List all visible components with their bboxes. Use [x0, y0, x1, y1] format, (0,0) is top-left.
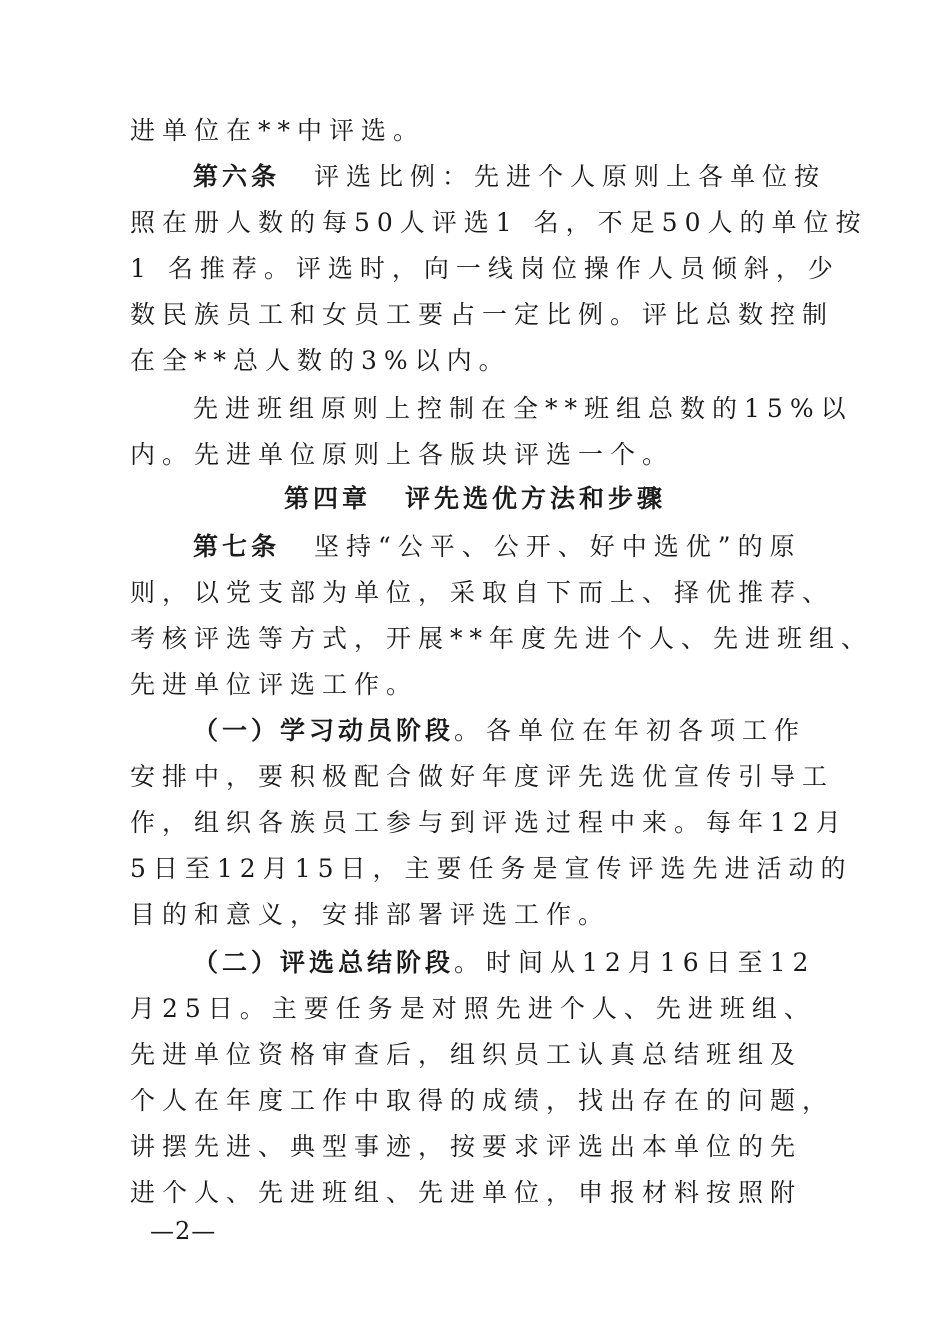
text-line: 先进单位资格审查后，组织员工认真总结班组及: [130, 1040, 803, 1069]
stage-2-line: [193, 946, 815, 980]
chapter-title: 评先选优方法和步骤: [405, 484, 667, 513]
article-7-label: 第七条: [193, 532, 281, 561]
text-line: 目的和意义，安排部署评选工作。: [130, 900, 611, 929]
text-line: 先进单位评选工作。: [130, 670, 419, 699]
article-6-label: 第六条: [193, 162, 281, 191]
chapter-number: 第四章: [283, 484, 371, 513]
text-line: 月25日。主要任务是对照先进个人、先进班组、: [130, 994, 816, 1023]
text-line: 讲摆先进、典型事迹，按要求评选出本单位的先: [130, 1132, 803, 1161]
text-line: 在全**总人数的3%以内。: [130, 346, 511, 375]
stage-1-title: （一）学习动员阶段: [193, 716, 455, 745]
text-span: 。时间从12月16日至12: [454, 948, 816, 977]
text-line: 内。先进单位原则上各版块评选一个。: [130, 440, 675, 469]
text-span: 。各单位在年初各项工作: [454, 716, 807, 745]
stage-1-line: [193, 714, 806, 748]
text-span: 评选比例：先进个人原则上各单位按: [314, 162, 827, 191]
text-line: 考核评选等方式，开展**年度先进个人、先进班组、: [130, 624, 874, 653]
stage-2-title: （二）评选总结阶段: [193, 948, 455, 977]
text-line: 则，以党支部为单位，采取自下而上、择优推荐、: [130, 578, 835, 607]
page-number: —2—: [150, 1217, 217, 1245]
text-line: 数民族员工和女员工要占一定比例。评比总数控制: [130, 300, 835, 329]
text-line: 进单位在**中评选。: [130, 116, 426, 145]
article-6-line: [193, 160, 826, 194]
text-line: 1 名推荐。评选时，向一线岗位操作人员倾斜，少: [130, 254, 840, 283]
text-span: 坚持“公平、公开、好中选优”的原: [314, 532, 802, 561]
text-line: 作，组织各族员工参与到评选过程中来。每年12月: [130, 808, 848, 837]
text-line: 照在册人数的每50人评选1 名，不足50人的单位按: [130, 208, 868, 237]
article-7-line: [193, 530, 802, 564]
chapter-heading: [0, 482, 950, 516]
text-line: 安排中，要积极配合做好年度评先选优宣传引导工: [130, 762, 835, 791]
text-line: 进个人、先进班组、先进单位，申报材料按照附: [130, 1178, 803, 1207]
text-line: 个人在年度工作中取得的成绩，找出存在的问题，: [130, 1086, 835, 1115]
text-line: 5日至12月15日，主要任务是宣传评选先进活动的: [130, 854, 853, 883]
text-line: 先进班组原则上控制在全**班组总数的15%以: [193, 394, 853, 423]
